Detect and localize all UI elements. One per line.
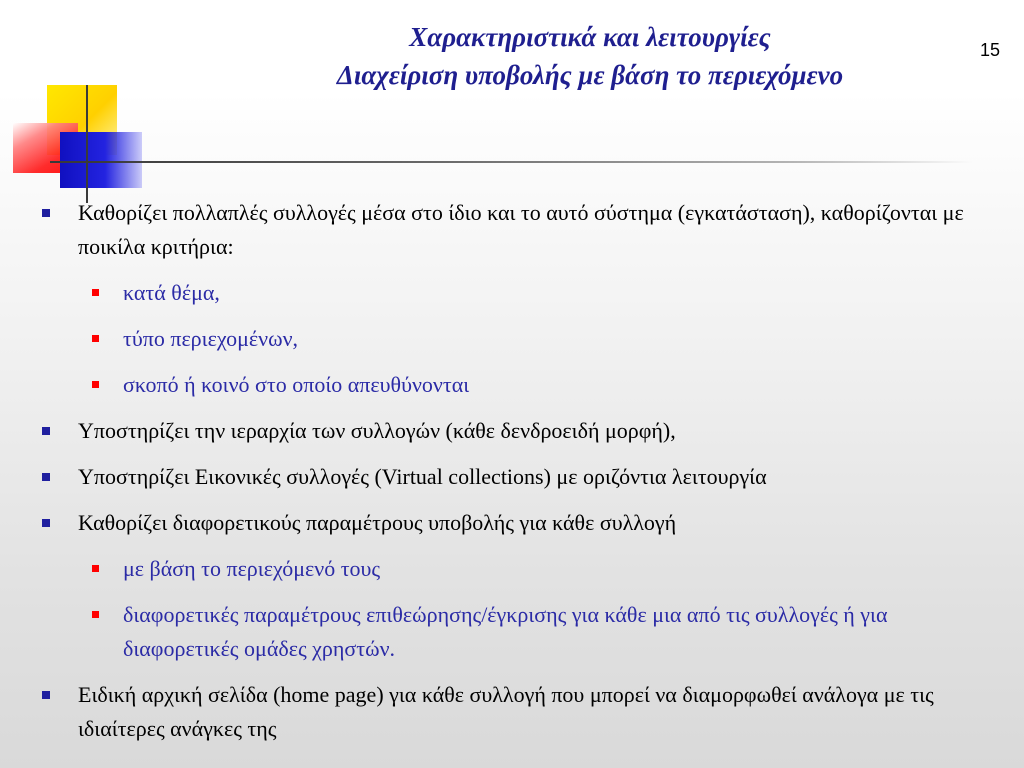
title-underline-rule <box>88 161 973 163</box>
slide-content <box>38 196 998 758</box>
slide-title-line-2: Διαχείριση υποβολής με βάση το περιεχόμενο <box>336 60 844 90</box>
bullet-text: Υποστηρίζει Εικονικές συλλογές (Virtual collections) με οριζόντια λειτουργία <box>78 464 767 489</box>
square-bullet-icon <box>42 691 50 699</box>
square-bullet-icon <box>42 427 50 435</box>
square-bullet-icon <box>42 473 50 481</box>
square-sub-bullet-icon <box>92 289 99 296</box>
bullet-item <box>38 414 998 448</box>
bullet-text: Καθορίζει διαφορετικούς παραμέτρους υποβολής για κάθε συλλογή <box>78 510 677 535</box>
square-sub-bullet-icon <box>92 565 99 572</box>
sub-bullet-item <box>38 368 998 402</box>
sub-bullet-item <box>38 322 998 356</box>
square-bullet-icon <box>42 209 50 217</box>
square-sub-bullet-icon <box>92 381 99 388</box>
bullet-text: Ειδική αρχική σελίδα (home page) για κάθε συλλογή που μπορεί να διαμορφωθεί ανάλογα με τις ιδιαίτερες ανάγκες της <box>78 682 934 741</box>
sub-bullet-text: τύπο περιεχομένων, <box>123 326 299 351</box>
square-sub-bullet-icon <box>92 611 99 618</box>
decorative-logo-blocks <box>0 0 150 210</box>
bullet-text: Υποστηρίζει την ιεραρχία των συλλογών (κάθε δενδροειδή μορφή), <box>78 418 676 443</box>
square-bullet-icon <box>42 519 50 527</box>
sub-bullet-text: με βάση το περιεχόμενό τους <box>123 556 381 581</box>
sub-bullet-text: διαφορετικές παραμέτρους επιθεώρησης/έγκρισης για κάθε μια από τις συλλογές ή για διαφορετικές ομάδες χρηστών. <box>123 602 888 661</box>
sub-bullet-text: κατά θέμα, <box>123 280 220 305</box>
bullet-item <box>38 460 998 494</box>
slide-title-line-1: Χαρακτηριστικά και λειτουργίες <box>409 22 771 52</box>
bullet-item <box>38 196 998 264</box>
slide-title <box>240 18 940 94</box>
bullet-item <box>38 506 998 540</box>
sub-bullet-item <box>38 276 998 310</box>
slide-number: 15 <box>980 40 1001 60</box>
bullet-text: Καθορίζει πολλαπλές συλλογές μέσα στο ίδιο και το αυτό σύστημα (εγκατάσταση), καθορίζονται με ποικίλα κριτήρια: <box>78 200 964 259</box>
vertical-divider-line <box>86 85 88 203</box>
square-sub-bullet-icon <box>92 335 99 342</box>
bullet-item <box>38 678 998 746</box>
sub-bullet-item <box>38 598 998 666</box>
sub-bullet-item <box>38 552 998 586</box>
sub-bullet-text: σκοπό ή κοινό στο οποίο απευθύνονται <box>123 372 470 397</box>
blue-square-decoration <box>60 132 142 188</box>
